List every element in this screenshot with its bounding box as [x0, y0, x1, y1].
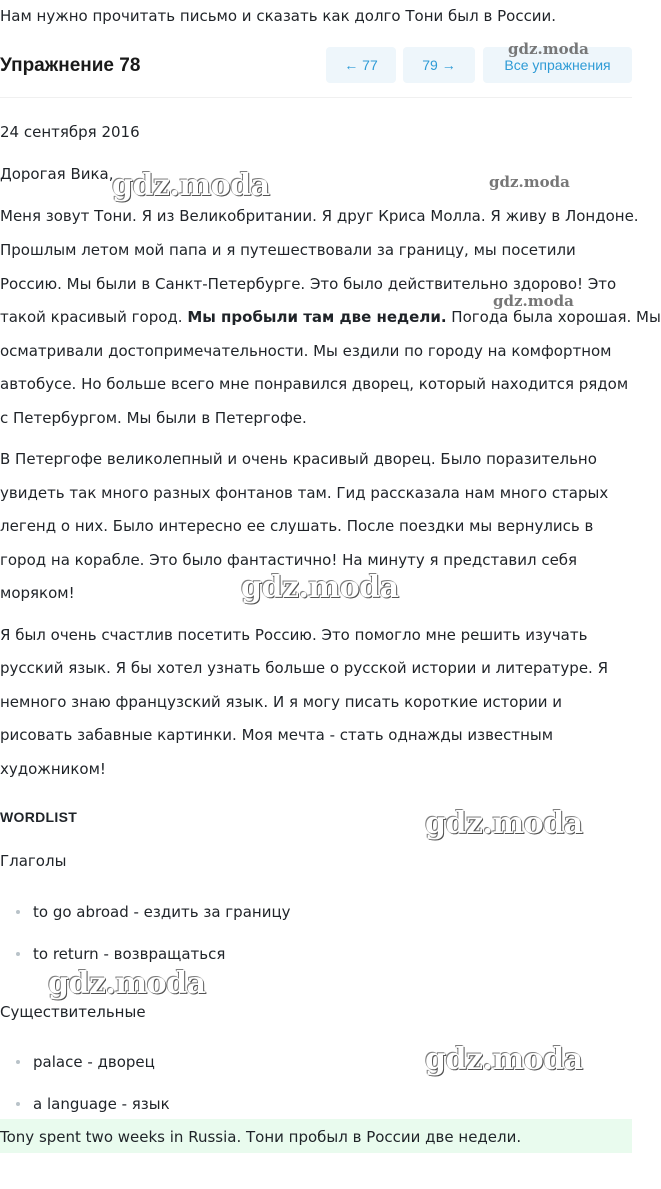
wordlist-heading: WORDLIST — [0, 809, 78, 825]
letter-text: такой красивый город. — [0, 308, 188, 326]
letter-line: художником! — [0, 760, 106, 778]
bullet-icon — [16, 910, 20, 914]
prev-exercise-button[interactable]: ← 77 — [326, 47, 396, 83]
letter-line: Россию. Мы были в Санкт-Петербурге. Это было действительно здорово! Это — [0, 275, 617, 293]
letter-greeting: Дорогая Вика, — [0, 165, 114, 183]
bullet-icon — [16, 1102, 20, 1106]
letter-line: Я был очень счастлив посетить Россию. Это помогло мне решить изучать — [0, 626, 588, 644]
list-item: a language - язык — [16, 1094, 170, 1114]
watermark-logo: gdz.moda — [493, 292, 574, 310]
bullet-icon — [16, 952, 20, 956]
list-item: to return - возвращаться — [16, 944, 225, 964]
all-exercises-button[interactable]: Все упражнения — [483, 47, 632, 83]
letter-line: немного знаю французский язык. И я могу писать короткие истории и — [0, 693, 563, 711]
answer-text: Tony spent two weeks in Russia. Тони пробыл в России две недели. — [0, 1128, 522, 1146]
letter-line: Меня зовут Тони. Я из Великобритании. Я друг Криса Молла. Я живу в Лондоне. — [0, 207, 639, 225]
letter-line: русский язык. Я бы хотел узнать больше о русской истории и литературе. Я — [0, 659, 609, 677]
watermark-logo: gdz.moda — [508, 40, 589, 58]
letter-line: моряком! — [0, 584, 75, 602]
letter-line: рисовать забавные картинки. Моя мечта - стать однажды известным — [0, 726, 554, 744]
letter-line: Прошлым летом мой папа и я путешествовали за границу, мы посетили — [0, 241, 576, 259]
letter-line: автобусе. Но больше всего мне понравился дворец, который находится рядом — [0, 375, 629, 393]
letter-line: увидеть так много разных фонтанов там. Гид рассказала нам много старых — [0, 484, 609, 502]
letter-line: город на корабле. Это было фантастично! На минуту я представил себя — [0, 551, 578, 569]
letter-line — [0, 307, 661, 327]
watermark-logo: gdz.moda — [48, 966, 206, 1001]
verbs-heading: Глаголы — [0, 852, 67, 870]
letter-line: с Петербургом. Мы были в Петергофе. — [0, 409, 307, 427]
watermark-logo: gdz.moda — [489, 173, 570, 191]
intro-text: Нам нужно прочитать письмо и сказать как долго Тони был в России. — [0, 7, 557, 25]
letter-line: осматривали достопримечательности. Мы ездили по городу на комфортном — [0, 342, 612, 360]
header-divider — [0, 97, 632, 98]
answer-highlight: Мы пробыли там две недели. — [187, 308, 447, 326]
watermark-logo: gdz.moda — [425, 806, 583, 841]
answer-box — [0, 1119, 632, 1153]
letter-date: 24 сентября 2016 — [0, 123, 140, 141]
letter-line: В Петергофе великолепный и очень красивый дворец. Было поразительно — [0, 450, 597, 468]
letter-line: легенд о них. Было интересно ее слушать. После поездки мы вернулись в — [0, 517, 594, 535]
next-exercise-button[interactable]: 79 → — [403, 47, 475, 83]
watermark-logo: gdz.moda — [425, 1042, 583, 1077]
bullet-icon — [16, 1060, 20, 1064]
nouns-heading: Существительные — [0, 1003, 146, 1021]
list-item: to go abroad - ездить за границу — [16, 902, 291, 922]
letter-text: Погода была хорошая. Мы — [446, 308, 661, 326]
watermark-logo: gdz.moda — [241, 570, 399, 605]
watermark-logo: gdz.moda — [112, 168, 270, 203]
page-title: Упражнение 78 — [0, 55, 141, 76]
list-item: palace - дворец — [16, 1052, 155, 1072]
